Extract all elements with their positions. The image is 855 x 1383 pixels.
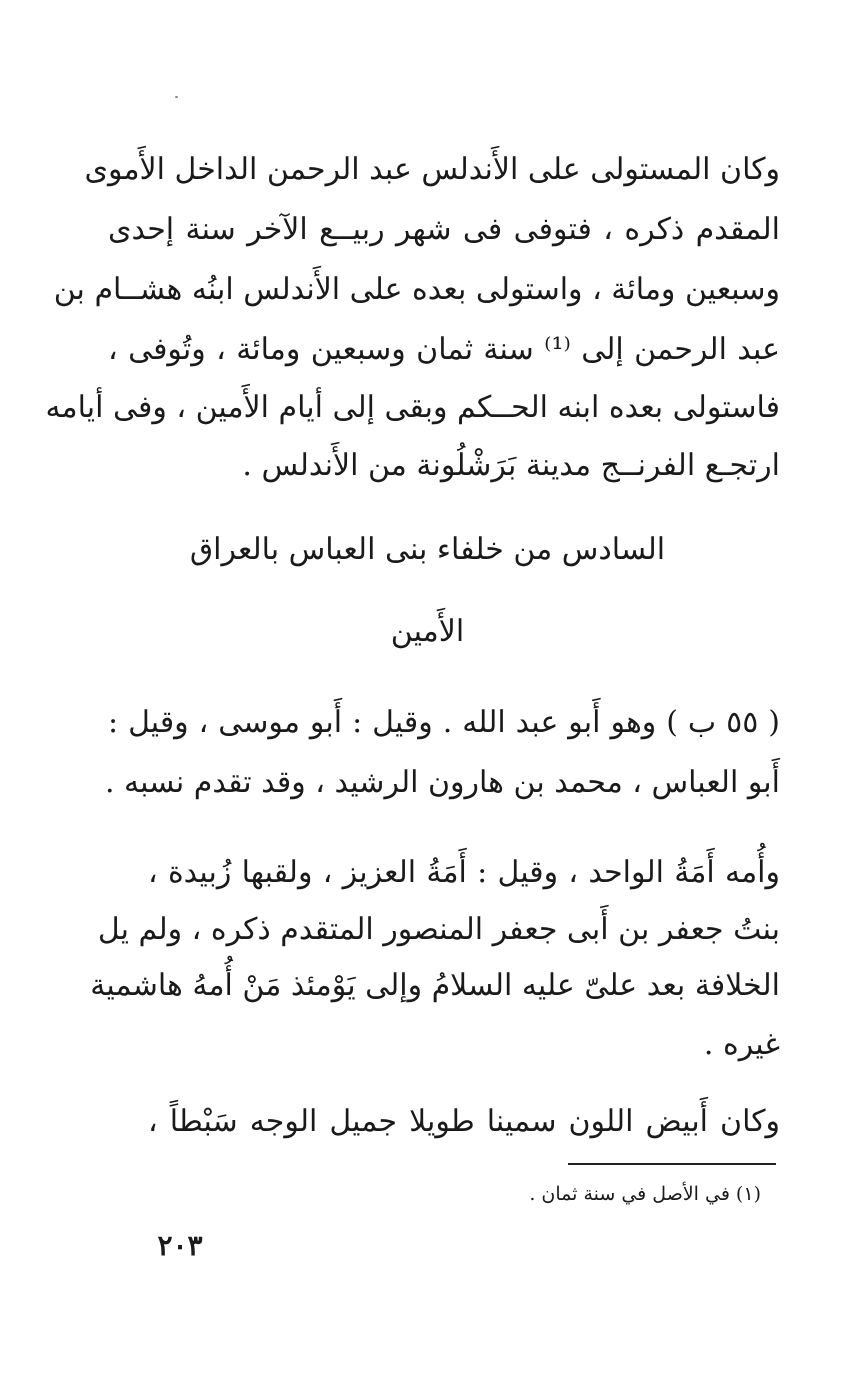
paragraph-1-line-2: المقدم ذكره ، فتوفى فى شهر ربيــع الآخر سنة إحدى bbox=[108, 212, 780, 247]
section-heading: السادس من خلفاء بنى العباس بالعراق bbox=[189, 532, 666, 567]
print-speck bbox=[175, 96, 178, 98]
caliph-name-heading: الأَمين bbox=[390, 614, 465, 649]
paragraph-1-line-5: فاستولى بعده ابنه الحــكم وبقى إلى أيام الأَمين ، وفى أيامه bbox=[45, 390, 780, 425]
paragraph-2-line-1: ( ٥٥ ب ) وهو أَبو عبد الله . وقيل : أَبو موسى ، وقيل : bbox=[108, 705, 780, 740]
paragraph-1-line-1: وكان المستولى على الأَندلس عبد الرحمن الداخل الأَموى bbox=[84, 152, 780, 187]
footnote-separator bbox=[568, 1163, 776, 1165]
paragraph-2-line-2: أَبو العباس ، محمد بن هارون الرشيد ، وقد تقدم نسبه . bbox=[104, 765, 780, 800]
page-number: ٢٠٣ bbox=[157, 1229, 203, 1262]
paragraph-1-line-4: عبد الرحمن إلى ⁽¹⁾ سنة ثمان وسبعين ومائة ، وتُوفى ، bbox=[108, 332, 780, 367]
paragraph-1-line-6: ارتجـع الفرنــج مدينة بَرَشْلُونة من الأَندلس . bbox=[242, 448, 780, 483]
paragraph-4-line-1: وكان أَبيض اللون سمينا طويلا جميل الوجه سَبْطاً ، bbox=[148, 1104, 780, 1139]
paragraph-3-line-3: الخلافة بعد علىّ عليه السلامُ وإلى يَوْمئذ مَنْ أُمهُ هاشمية bbox=[90, 968, 780, 1003]
paragraph-3-line-2: بنتُ جعفر بن أَبى جعفر المنصور المتقدم ذكره ، ولم يل bbox=[97, 912, 780, 947]
paragraph-3-line-4: غيره . bbox=[703, 1027, 780, 1062]
paragraph-1-line-3: وسبعين ومائة ، واستولى بعده على الأَندلس ابنُه هشــام بن bbox=[53, 272, 780, 307]
footnote: (١) في الأصل في سنة ثمان . bbox=[529, 1183, 761, 1205]
paragraph-3-line-1: وأُمه أَمَةُ الواحد ، وقيل : أَمَةُ العزيز ، ولقبها زُبيدة ، bbox=[148, 855, 780, 890]
